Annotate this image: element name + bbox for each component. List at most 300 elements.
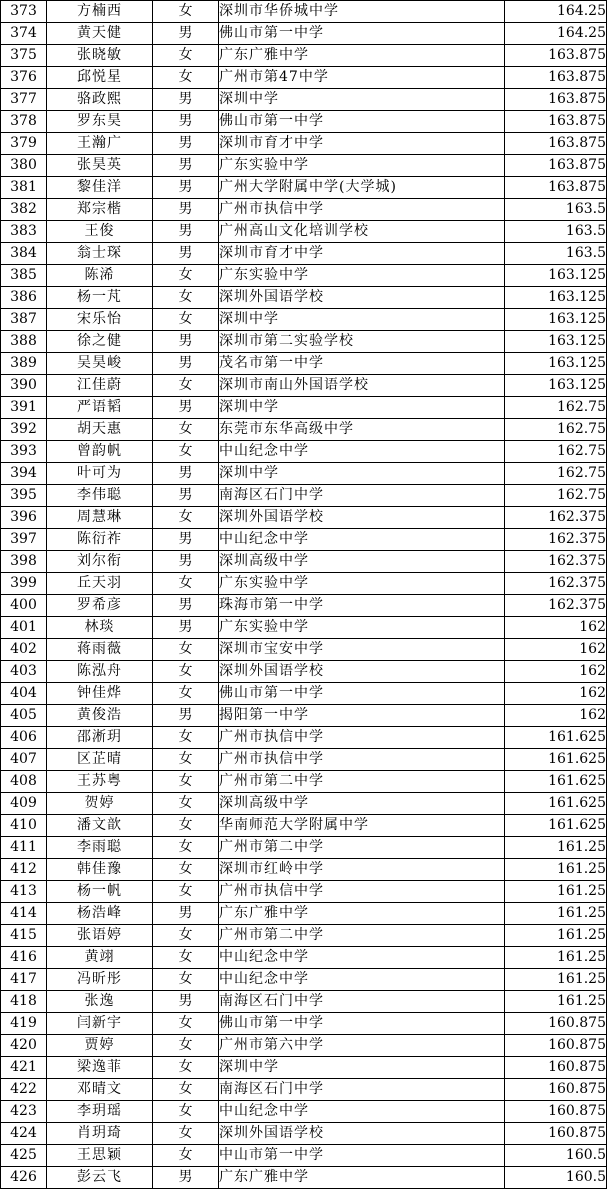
- table-row: [1, 683, 607, 705]
- rank-cell: 391: [1, 397, 47, 419]
- rank-cell: 415: [1, 925, 47, 947]
- table-row: [1, 925, 607, 947]
- school-cell: 广东广雅中学: [219, 903, 505, 925]
- table-row: [1, 243, 607, 265]
- school-cell: 深圳中学: [219, 463, 505, 485]
- score-cell: 162: [505, 705, 607, 727]
- student-name-cell: 郑宗楷: [47, 199, 153, 221]
- rank-cell: 373: [1, 1, 47, 23]
- rank-cell: 377: [1, 89, 47, 111]
- score-cell: 161.625: [505, 771, 607, 793]
- rank-cell: 414: [1, 903, 47, 925]
- table-row: [1, 89, 607, 111]
- gender-cell: 女: [153, 815, 219, 837]
- student-name-cell: 李雨聪: [47, 837, 153, 859]
- student-name-cell: 李伟聪: [47, 485, 153, 507]
- table-row: [1, 815, 607, 837]
- gender-cell: 女: [153, 837, 219, 859]
- table-row: [1, 111, 607, 133]
- table-row: [1, 1101, 607, 1123]
- student-name-cell: 骆政熙: [47, 89, 153, 111]
- score-cell: 161.25: [505, 837, 607, 859]
- gender-cell: 女: [153, 375, 219, 397]
- score-cell: 161.25: [505, 859, 607, 881]
- gender-cell: 女: [153, 793, 219, 815]
- student-name-cell: 贺婷: [47, 793, 153, 815]
- rank-cell: 382: [1, 199, 47, 221]
- student-name-cell: 杨浩峰: [47, 903, 153, 925]
- student-name-cell: 冯昕彤: [47, 969, 153, 991]
- student-name-cell: 周慧琳: [47, 507, 153, 529]
- score-cell: 161.25: [505, 947, 607, 969]
- score-cell: 163.875: [505, 155, 607, 177]
- rank-cell: 388: [1, 331, 47, 353]
- score-cell: 163.875: [505, 177, 607, 199]
- table-row: [1, 881, 607, 903]
- school-cell: 广东实验中学: [219, 617, 505, 639]
- school-cell: 南海区石门中学: [219, 1079, 505, 1101]
- gender-cell: 女: [153, 1, 219, 23]
- school-cell: 深圳市育才中学: [219, 243, 505, 265]
- rank-cell: 409: [1, 793, 47, 815]
- student-name-cell: 黎佳洋: [47, 177, 153, 199]
- rank-cell: 381: [1, 177, 47, 199]
- rank-cell: 379: [1, 133, 47, 155]
- school-cell: 中山市第一中学: [219, 1145, 505, 1167]
- gender-cell: 男: [153, 353, 219, 375]
- school-cell: 中山纪念中学: [219, 947, 505, 969]
- rank-cell: 418: [1, 991, 47, 1013]
- school-cell: 茂名市第一中学: [219, 353, 505, 375]
- gender-cell: 女: [153, 881, 219, 903]
- school-cell: 深圳高级中学: [219, 793, 505, 815]
- rank-cell: 406: [1, 727, 47, 749]
- score-cell: 163.5: [505, 199, 607, 221]
- rank-cell: 385: [1, 265, 47, 287]
- score-cell: 162: [505, 639, 607, 661]
- gender-cell: 女: [153, 771, 219, 793]
- school-cell: 深圳外国语学校: [219, 287, 505, 309]
- table-row: [1, 529, 607, 551]
- school-cell: 广州市执信中学: [219, 199, 505, 221]
- table-row: [1, 727, 607, 749]
- school-cell: 深圳外国语学校: [219, 1123, 505, 1145]
- school-cell: 东莞市东华高级中学: [219, 419, 505, 441]
- score-cell: 162.375: [505, 551, 607, 573]
- table-row: [1, 287, 607, 309]
- school-cell: 深圳市宝安中学: [219, 639, 505, 661]
- rank-cell: 403: [1, 661, 47, 683]
- school-cell: 深圳中学: [219, 89, 505, 111]
- student-name-cell: 蒋雨薇: [47, 639, 153, 661]
- student-name-cell: 陈浠: [47, 265, 153, 287]
- rank-cell: 383: [1, 221, 47, 243]
- student-name-cell: 邵淅玥: [47, 727, 153, 749]
- school-cell: 广州市第47中学: [219, 67, 505, 89]
- gender-cell: 女: [153, 683, 219, 705]
- score-cell: 163.875: [505, 111, 607, 133]
- table-row: [1, 199, 607, 221]
- student-name-cell: 吴昊峻: [47, 353, 153, 375]
- table-row: [1, 1145, 607, 1167]
- score-cell: 161.25: [505, 881, 607, 903]
- school-cell: 广东实验中学: [219, 155, 505, 177]
- school-cell: 广州高山文化培训学校: [219, 221, 505, 243]
- gender-cell: 女: [153, 1123, 219, 1145]
- school-cell: 广州市执信中学: [219, 727, 505, 749]
- rank-cell: 399: [1, 573, 47, 595]
- table-row: [1, 793, 607, 815]
- student-name-cell: 杨一芃: [47, 287, 153, 309]
- table-row: [1, 485, 607, 507]
- student-name-cell: 黄天健: [47, 23, 153, 45]
- student-name-cell: 闫新宇: [47, 1013, 153, 1035]
- rank-cell: 404: [1, 683, 47, 705]
- score-cell: 161.625: [505, 793, 607, 815]
- student-name-cell: 邱悦星: [47, 67, 153, 89]
- results-table-body: [1, 1, 607, 1189]
- gender-cell: 女: [153, 573, 219, 595]
- student-name-cell: 丘天羽: [47, 573, 153, 595]
- gender-cell: 女: [153, 309, 219, 331]
- score-cell: 162: [505, 617, 607, 639]
- rank-cell: 420: [1, 1035, 47, 1057]
- table-row: [1, 903, 607, 925]
- school-cell: 深圳市红岭中学: [219, 859, 505, 881]
- score-cell: 163.875: [505, 89, 607, 111]
- score-cell: 163.125: [505, 353, 607, 375]
- score-cell: 160.875: [505, 1101, 607, 1123]
- gender-cell: 女: [153, 749, 219, 771]
- gender-cell: 男: [153, 133, 219, 155]
- score-cell: 163.125: [505, 287, 607, 309]
- table-row: [1, 397, 607, 419]
- table-row: [1, 617, 607, 639]
- school-cell: 深圳中学: [219, 309, 505, 331]
- table-row: [1, 837, 607, 859]
- table-row: [1, 661, 607, 683]
- school-cell: 南海区石门中学: [219, 485, 505, 507]
- table-row: [1, 331, 607, 353]
- rank-cell: 397: [1, 529, 47, 551]
- school-cell: 广州市第二中学: [219, 925, 505, 947]
- gender-cell: 女: [153, 969, 219, 991]
- school-cell: 广州大学附属中学(大学城): [219, 177, 505, 199]
- score-cell: 163.125: [505, 331, 607, 353]
- gender-cell: 男: [153, 243, 219, 265]
- gender-cell: 女: [153, 419, 219, 441]
- gender-cell: 男: [153, 1167, 219, 1189]
- gender-cell: 女: [153, 1035, 219, 1057]
- student-name-cell: 杨一帆: [47, 881, 153, 903]
- student-name-cell: 宋乐怡: [47, 309, 153, 331]
- score-cell: 163.875: [505, 45, 607, 67]
- gender-cell: 女: [153, 265, 219, 287]
- school-cell: 佛山市第一中学: [219, 23, 505, 45]
- rank-cell: 425: [1, 1145, 47, 1167]
- score-cell: 162.375: [505, 507, 607, 529]
- school-cell: 深圳市第二实验学校: [219, 331, 505, 353]
- student-name-cell: 陈衍祚: [47, 529, 153, 551]
- table-row: [1, 991, 607, 1013]
- rank-cell: 398: [1, 551, 47, 573]
- student-name-cell: 梁逸菲: [47, 1057, 153, 1079]
- rank-cell: 419: [1, 1013, 47, 1035]
- score-cell: 160.5: [505, 1145, 607, 1167]
- table-row: [1, 771, 607, 793]
- school-cell: 广东实验中学: [219, 573, 505, 595]
- student-name-cell: 张逸: [47, 991, 153, 1013]
- school-cell: 广州市第二中学: [219, 771, 505, 793]
- score-cell: 163.125: [505, 375, 607, 397]
- table-row: [1, 441, 607, 463]
- gender-cell: 男: [153, 991, 219, 1013]
- gender-cell: 男: [153, 551, 219, 573]
- student-name-cell: 胡天惠: [47, 419, 153, 441]
- student-name-cell: 王瀚广: [47, 133, 153, 155]
- table-row: [1, 1079, 607, 1101]
- score-cell: 161.25: [505, 991, 607, 1013]
- rank-cell: 416: [1, 947, 47, 969]
- score-cell: 162.75: [505, 441, 607, 463]
- gender-cell: 男: [153, 485, 219, 507]
- table-row: [1, 573, 607, 595]
- school-cell: 佛山市第一中学: [219, 683, 505, 705]
- table-row: [1, 1057, 607, 1079]
- table-row: [1, 375, 607, 397]
- student-name-cell: 严语韬: [47, 397, 153, 419]
- score-cell: 162.375: [505, 595, 607, 617]
- score-cell: 160.875: [505, 1079, 607, 1101]
- student-name-cell: 黄翊: [47, 947, 153, 969]
- rank-cell: 405: [1, 705, 47, 727]
- student-name-cell: 黄俊浩: [47, 705, 153, 727]
- rank-cell: 387: [1, 309, 47, 331]
- rank-cell: 411: [1, 837, 47, 859]
- gender-cell: 女: [153, 287, 219, 309]
- student-name-cell: 韩佳豫: [47, 859, 153, 881]
- gender-cell: 女: [153, 727, 219, 749]
- rank-cell: 375: [1, 45, 47, 67]
- student-name-cell: 区芷晴: [47, 749, 153, 771]
- score-cell: 163.125: [505, 309, 607, 331]
- rank-cell: 374: [1, 23, 47, 45]
- school-cell: 广州市第六中学: [219, 1035, 505, 1057]
- student-name-cell: 邓晴文: [47, 1079, 153, 1101]
- gender-cell: 男: [153, 177, 219, 199]
- gender-cell: 女: [153, 947, 219, 969]
- gender-cell: 男: [153, 111, 219, 133]
- table-row: [1, 1, 607, 23]
- student-name-cell: 刘尔衔: [47, 551, 153, 573]
- table-row: [1, 969, 607, 991]
- table-row: [1, 705, 607, 727]
- gender-cell: 女: [153, 45, 219, 67]
- student-name-cell: 罗希彦: [47, 595, 153, 617]
- rank-cell: 393: [1, 441, 47, 463]
- score-cell: 163.875: [505, 67, 607, 89]
- gender-cell: 男: [153, 463, 219, 485]
- gender-cell: 女: [153, 661, 219, 683]
- school-cell: 广东实验中学: [219, 265, 505, 287]
- table-row: [1, 859, 607, 881]
- score-cell: 160.875: [505, 1123, 607, 1145]
- table-row: [1, 639, 607, 661]
- score-cell: 162.75: [505, 485, 607, 507]
- rank-cell: 394: [1, 463, 47, 485]
- student-name-cell: 罗东昊: [47, 111, 153, 133]
- student-name-cell: 陈泓舟: [47, 661, 153, 683]
- rank-cell: 412: [1, 859, 47, 881]
- student-name-cell: 曾韵帆: [47, 441, 153, 463]
- table-row: [1, 419, 607, 441]
- table-row: [1, 1167, 607, 1189]
- student-name-cell: 叶可为: [47, 463, 153, 485]
- table-row: [1, 177, 607, 199]
- score-cell: 161.625: [505, 727, 607, 749]
- school-cell: 深圳市育才中学: [219, 133, 505, 155]
- gender-cell: 女: [153, 1079, 219, 1101]
- score-cell: 163.125: [505, 265, 607, 287]
- score-cell: 163.875: [505, 133, 607, 155]
- score-cell: 164.25: [505, 23, 607, 45]
- score-cell: 160.875: [505, 1057, 607, 1079]
- rank-cell: 380: [1, 155, 47, 177]
- table-row: [1, 155, 607, 177]
- gender-cell: 男: [153, 903, 219, 925]
- table-row: [1, 45, 607, 67]
- gender-cell: 女: [153, 441, 219, 463]
- rank-cell: 395: [1, 485, 47, 507]
- student-name-cell: 张晓敏: [47, 45, 153, 67]
- rank-cell: 396: [1, 507, 47, 529]
- score-cell: 162.75: [505, 397, 607, 419]
- school-cell: 深圳中学: [219, 1057, 505, 1079]
- score-cell: 163.5: [505, 221, 607, 243]
- school-cell: 中山纪念中学: [219, 1101, 505, 1123]
- school-cell: 广州市执信中学: [219, 749, 505, 771]
- score-cell: 161.25: [505, 925, 607, 947]
- rank-cell: 417: [1, 969, 47, 991]
- student-name-cell: 方楠西: [47, 1, 153, 23]
- score-cell: 161.625: [505, 815, 607, 837]
- school-cell: 深圳市南山外国语学校: [219, 375, 505, 397]
- score-cell: 160.875: [505, 1035, 607, 1057]
- gender-cell: 女: [153, 67, 219, 89]
- student-name-cell: 潘文歆: [47, 815, 153, 837]
- school-cell: 中山纪念中学: [219, 969, 505, 991]
- score-cell: 160.5: [505, 1167, 607, 1189]
- school-cell: 佛山市第一中学: [219, 111, 505, 133]
- score-cell: 161.625: [505, 749, 607, 771]
- table-row: [1, 551, 607, 573]
- rank-cell: 423: [1, 1101, 47, 1123]
- score-cell: 162.75: [505, 419, 607, 441]
- table-row: [1, 221, 607, 243]
- school-cell: 南海区石门中学: [219, 991, 505, 1013]
- rank-cell: 422: [1, 1079, 47, 1101]
- gender-cell: 女: [153, 1101, 219, 1123]
- school-cell: 深圳中学: [219, 397, 505, 419]
- score-cell: 163.5: [505, 243, 607, 265]
- rank-cell: 378: [1, 111, 47, 133]
- gender-cell: 男: [153, 397, 219, 419]
- rank-cell: 400: [1, 595, 47, 617]
- gender-cell: 女: [153, 507, 219, 529]
- rank-cell: 384: [1, 243, 47, 265]
- rank-cell: 389: [1, 353, 47, 375]
- score-cell: 162: [505, 661, 607, 683]
- table-row: [1, 265, 607, 287]
- student-name-cell: 肖玥琦: [47, 1123, 153, 1145]
- score-cell: 161.25: [505, 969, 607, 991]
- rank-cell: 390: [1, 375, 47, 397]
- table-row: [1, 353, 607, 375]
- school-cell: 广东广雅中学: [219, 45, 505, 67]
- gender-cell: 男: [153, 529, 219, 551]
- rank-cell: 426: [1, 1167, 47, 1189]
- gender-cell: 男: [153, 705, 219, 727]
- student-name-cell: 张昊英: [47, 155, 153, 177]
- gender-cell: 男: [153, 331, 219, 353]
- score-cell: 164.25: [505, 1, 607, 23]
- school-cell: 揭阳第一中学: [219, 705, 505, 727]
- rank-cell: 376: [1, 67, 47, 89]
- school-cell: 深圳外国语学校: [219, 507, 505, 529]
- score-cell: 160.875: [505, 1013, 607, 1035]
- school-cell: 佛山市第一中学: [219, 1013, 505, 1035]
- gender-cell: 男: [153, 595, 219, 617]
- gender-cell: 女: [153, 859, 219, 881]
- rank-cell: 421: [1, 1057, 47, 1079]
- student-name-cell: 江佳蔚: [47, 375, 153, 397]
- table-row: [1, 133, 607, 155]
- school-cell: 华南师范大学附属中学: [219, 815, 505, 837]
- student-name-cell: 王苏粤: [47, 771, 153, 793]
- student-name-cell: 林琰: [47, 617, 153, 639]
- score-cell: 162.375: [505, 573, 607, 595]
- school-cell: 深圳高级中学: [219, 551, 505, 573]
- gender-cell: 男: [153, 617, 219, 639]
- rank-cell: 407: [1, 749, 47, 771]
- rank-cell: 408: [1, 771, 47, 793]
- rank-cell: 386: [1, 287, 47, 309]
- student-name-cell: 贾婷: [47, 1035, 153, 1057]
- table-row: [1, 309, 607, 331]
- student-name-cell: 王思颖: [47, 1145, 153, 1167]
- table-row: [1, 595, 607, 617]
- gender-cell: 女: [153, 1057, 219, 1079]
- student-name-cell: 翁士琛: [47, 243, 153, 265]
- gender-cell: 男: [153, 23, 219, 45]
- student-name-cell: 钟佳烨: [47, 683, 153, 705]
- school-cell: 广东广雅中学: [219, 1167, 505, 1189]
- rank-cell: 413: [1, 881, 47, 903]
- student-name-cell: 徐之健: [47, 331, 153, 353]
- school-cell: 广州市第二中学: [219, 837, 505, 859]
- gender-cell: 女: [153, 1145, 219, 1167]
- school-cell: 珠海市第一中学: [219, 595, 505, 617]
- gender-cell: 男: [153, 199, 219, 221]
- rank-cell: 401: [1, 617, 47, 639]
- rank-cell: 402: [1, 639, 47, 661]
- table-row: [1, 507, 607, 529]
- school-cell: 中山纪念中学: [219, 441, 505, 463]
- rank-cell: 392: [1, 419, 47, 441]
- table-row: [1, 947, 607, 969]
- table-row: [1, 23, 607, 45]
- student-name-cell: 彭云飞: [47, 1167, 153, 1189]
